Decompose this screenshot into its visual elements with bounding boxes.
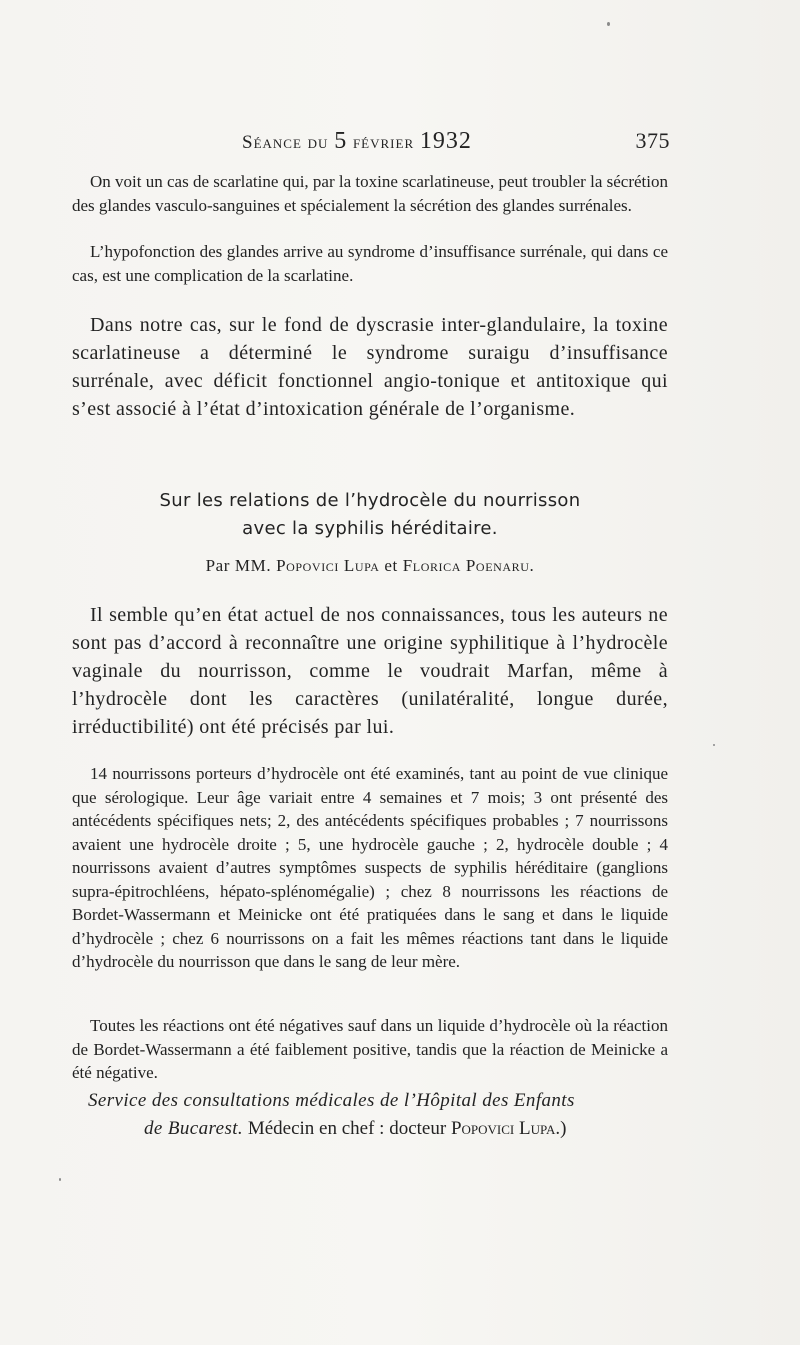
affiliation-italic-2: de Bucarest. [144,1118,244,1139]
running-title [242,128,472,155]
affiliation-chief: Popovici Lupa [450,1118,556,1139]
running-title-part: février [347,132,420,153]
authors-prefix: Par MM. [205,556,277,575]
affiliation-plain: Médecin en chef : docteur [243,1118,451,1139]
article-title [72,487,668,543]
article-title-line-1: Sur les relations de l’hydrocèle du nourrisson [159,490,581,511]
paper-speck [607,22,610,26]
author-1: Popovici Lupa [276,556,380,575]
paragraph-2: L’hypofonction des glandes arrive au syndrome d’insuffisance surrénale, qui dans ce cas, est une complication de la scarlatine. [72,242,668,285]
running-title-day: 5 [334,128,348,154]
paragraph-3: Dans notre cas, sur le fond de dyscrasie inter-glandulaire, la toxine scarlatineuse a déterminé le syndrome suraigu d’insuffisance surrénale, avec déficit fonctionnel angio-tonique et antitoxique qui s’est associé à l’état d’intoxication générale de l’organisme. [72,314,668,420]
article-body-1: 14 nourrissons porteurs d’hydrocèle ont été examinés, tant au point de vue clinique que sérologique. Leur âge variait entre 4 semaines et 7 mois; 3 ont présenté des antécédents spécifiques nets; 2, des antécédents spécifiques probables ; 7 nourrissons avaient une hydrocèle droite ; 5, une hydrocèle gauche ; 2, hydrocèle double ; 4 nourrissons avaient d’autres symptômes suspects de syphilis héréditaire (ganglions supra-épitrochléens, hépato-splénomégalie) ; chez 8 nourrissons les réactions de Bordet-Wassermann et Meinicke ont été pratiquées dans le sang et dans le liquide d’hydrocèle ; chez 6 nourrissons on a fait les mêmes réactions tant dans le liquide d’hydrocèle du nourrisson que dans le sang de leur mère. [72,764,668,971]
running-title-year: 1932 [419,128,472,154]
author-2: Florica Poenaru. [402,556,535,575]
article-title-line-2: avec la syphilis héréditaire. [242,518,498,539]
article-body-2: Toutes les réactions ont été négatives sauf dans un liquide d’hydrocèle où la réaction de Bordet-Wassermann a été faiblement positive, tandis que la réaction de Meinicke a été négative. [72,1016,668,1082]
paragraph-1: On voit un cas de scarlatine qui, par la toxine scarlatineuse, peut troubler la sécrétion des glandes vasculo-sanguines et spécialement la sécrétion des glandes surrénales. [72,172,668,215]
article-authors [72,556,668,576]
paper-speck [59,1178,61,1181]
article-intro: Il semble qu’en état actuel de nos connaissances, tous les auteurs ne sont pas d’accord à reconnaître une origine syphilitique à l’hydrocèle vaginale du nourrisson, comme le voudrait Marfan, même à l’hydrocèle dont les caractères (unilatéralité, longue durée, irréductibilité) ont été précisés par lui. [72,604,668,738]
running-title-part: Séance du [242,132,335,153]
page-number: 375 [635,128,670,153]
affiliation-italic-1: Service des consultations médicales de l’Hôpital des Enfants [88,1090,575,1111]
affiliation-end: .) [555,1118,567,1139]
article-affiliation [72,1087,668,1143]
authors-join: et [379,556,403,575]
paper-speck [713,744,715,746]
